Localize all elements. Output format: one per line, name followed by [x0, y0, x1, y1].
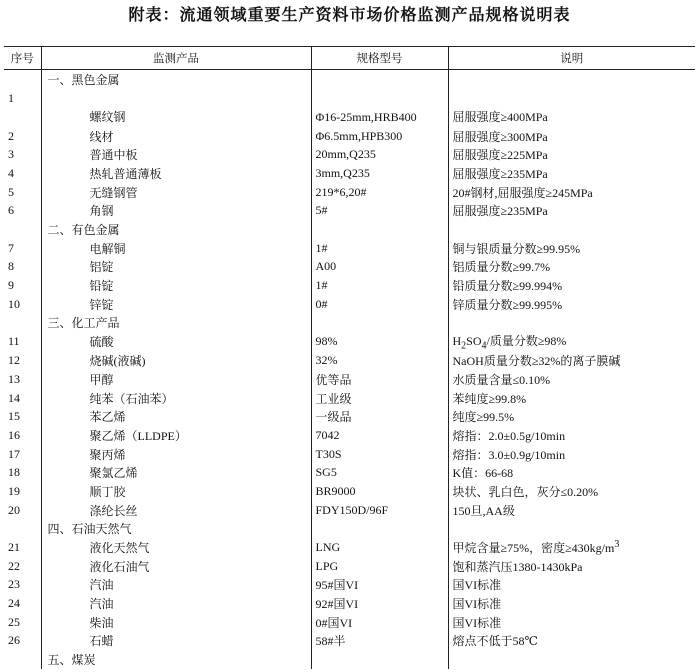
note-value: 纯度≥99.5%	[448, 407, 695, 426]
product-name: 热轧普通薄板	[41, 164, 311, 183]
note-value: 铅质量分数≥99.994%	[448, 276, 695, 295]
page-title: 附表：流通领域重要生产资料市场价格监测产品规格说明表	[128, 7, 571, 24]
product-name: 铅锭	[41, 276, 311, 295]
note-value: 150旦,AA级	[448, 501, 695, 520]
spec-value: 219*6,20#	[311, 183, 448, 202]
table-row	[4, 89, 695, 127]
row-number: 2	[8, 128, 14, 143]
product-name: 线材	[41, 127, 311, 146]
note-value: 饱和蒸汽压1380-1430kPa	[448, 557, 695, 576]
spec-value: 92#国VI	[311, 594, 448, 613]
product-name: 螺纹钢	[41, 89, 311, 127]
category-label: 四、石油天然气	[41, 520, 311, 539]
spec-value: 一级品	[311, 407, 448, 426]
spec-value: BR9000	[311, 482, 448, 501]
note-value: 锌质量分数≥99.995%	[448, 295, 695, 314]
product-name: 石蜡	[41, 632, 311, 651]
row-number: 5	[8, 184, 14, 199]
note-value: 屈服强度≥235MPa	[448, 201, 695, 220]
note-value: 屈服强度≥400MPa	[448, 89, 695, 127]
spec-cell	[311, 520, 448, 539]
row-number: 20	[8, 502, 20, 517]
note-value: 苯纯度≥99.8%	[448, 389, 695, 408]
row-number: 15	[8, 409, 20, 424]
table-row	[4, 482, 695, 501]
note-text: 甲烷含量≥75%，密度≥430kg/m	[452, 541, 615, 555]
spec-value: SG5	[311, 463, 448, 482]
row-number-cell	[4, 220, 41, 239]
table-row	[4, 257, 695, 276]
spec-value: Φ16-25mm,HRB400	[311, 89, 448, 127]
note-text: SO	[466, 334, 482, 349]
table-row	[4, 594, 695, 613]
product-name: 液化天然气	[41, 538, 311, 557]
spec-cell	[311, 650, 448, 669]
table-row	[4, 276, 695, 295]
row-number: 16	[8, 427, 20, 442]
category-row	[4, 313, 695, 332]
product-name: 普通中板	[41, 145, 311, 164]
note-superscript: 3	[614, 539, 620, 550]
spec-cell	[311, 70, 448, 89]
table-row	[4, 145, 695, 164]
spec-table	[4, 46, 695, 669]
row-number: 26	[8, 633, 20, 648]
row-number: 12	[8, 353, 20, 368]
row-number-cell	[4, 650, 41, 669]
spec-value: LPG	[311, 557, 448, 576]
category-label: 五、煤炭	[41, 650, 311, 669]
note-value: 熔点不低于58℃	[448, 632, 695, 651]
note-subscript: 2	[461, 340, 467, 352]
table-row	[4, 239, 695, 258]
table-row	[4, 501, 695, 520]
table-row	[4, 201, 695, 220]
row-number: 3	[8, 147, 14, 162]
note-cell	[448, 70, 695, 89]
row-number: 11	[8, 334, 20, 349]
note-subscript: 4	[481, 340, 487, 352]
product-name: 聚氯乙烯	[41, 463, 311, 482]
product-name: 硫酸	[41, 332, 311, 351]
table-row	[4, 632, 695, 651]
note-value: K值：66-68	[448, 463, 695, 482]
product-name: 铝锭	[41, 257, 311, 276]
product-name: 汽油	[41, 594, 311, 613]
spec-value: 1#	[311, 276, 448, 295]
category-label: 二、有色金属	[41, 220, 311, 239]
row-number: 18	[8, 465, 20, 480]
spec-value: 32%	[311, 351, 448, 370]
header-spec: 规格型号	[311, 47, 448, 70]
product-name: 汽油	[41, 576, 311, 595]
row-number-cell	[4, 313, 41, 332]
table-row	[4, 351, 695, 370]
table-row	[4, 407, 695, 426]
note-value: 熔指：2.0±0.5g/10min	[448, 426, 695, 445]
note-value: 国VI标准	[448, 576, 695, 595]
spec-value: 0#	[311, 295, 448, 314]
table-row	[4, 183, 695, 202]
spec-cell	[311, 220, 448, 239]
note-value: 熔指：3.0±0.9g/10min	[448, 445, 695, 464]
category-row	[4, 520, 695, 539]
table-row	[4, 332, 695, 351]
product-name: 顺丁胶	[41, 482, 311, 501]
note-text: H	[452, 334, 462, 349]
row-number: 19	[8, 483, 20, 498]
note-cell	[448, 520, 695, 539]
product-name: 锌锭	[41, 295, 311, 314]
product-name: 涤纶长丝	[41, 501, 311, 520]
spec-value: 工业级	[311, 389, 448, 408]
row-number: 21	[8, 540, 20, 554]
table-row	[4, 127, 695, 146]
product-name: 纯苯（石油苯）	[41, 389, 311, 408]
spec-value: 20mm,Q235	[311, 145, 448, 164]
category-row	[4, 220, 695, 239]
table-row	[4, 538, 695, 557]
spec-value: 5#	[311, 201, 448, 220]
product-name: 液化石油气	[41, 557, 311, 576]
table-row	[4, 576, 695, 595]
row-number: 10	[8, 296, 20, 311]
note-cell	[448, 650, 695, 669]
table-row	[4, 613, 695, 632]
table-header-row	[4, 47, 695, 70]
product-name: 电解铜	[41, 239, 311, 258]
table-row	[4, 463, 695, 482]
product-name: 无缝钢管	[41, 183, 311, 202]
note-value: NaOH质量分数≥32%的离子膜碱	[448, 351, 695, 370]
table-body	[4, 70, 695, 669]
spec-value: 1#	[311, 239, 448, 258]
header-product: 监测产品	[41, 47, 311, 70]
note-value: 块状、乳白色，灰分≤0.20%	[448, 482, 695, 501]
header-note: 说明	[448, 47, 695, 70]
spec-value: 7042	[311, 426, 448, 445]
table-row	[4, 557, 695, 576]
table-row	[4, 295, 695, 314]
note-value: 水质量含量≤0.10%	[448, 370, 695, 389]
product-name: 聚丙烯	[41, 445, 311, 464]
table-row	[4, 370, 695, 389]
product-name: 聚乙烯（LLDPE）	[41, 426, 311, 445]
note-value	[448, 332, 695, 351]
note-value: 铜与银质量分数≥99.95%	[448, 239, 695, 258]
product-name: 柴油	[41, 613, 311, 632]
product-name: 甲醇	[41, 370, 311, 389]
spec-value: 58#半	[311, 632, 448, 651]
row-number: 25	[8, 614, 20, 629]
table-row	[4, 164, 695, 183]
spec-value: 3mm,Q235	[311, 164, 448, 183]
note-value: 20#钢材,屈服强度≥245MPa	[448, 183, 695, 202]
row-number: 4	[8, 165, 14, 180]
row-number: 13	[8, 371, 20, 386]
note-value: 屈服强度≥300MPa	[448, 127, 695, 146]
spec-value: 优等品	[311, 370, 448, 389]
product-name: 烧碱(液碱)	[41, 351, 311, 370]
category-row	[4, 650, 695, 669]
header-no: 序号	[4, 47, 41, 70]
row-number-cell	[4, 520, 41, 539]
row-number: 17	[8, 446, 20, 461]
note-value	[448, 538, 695, 557]
product-name: 角钢	[41, 201, 311, 220]
note-value: 国VI标准	[448, 613, 695, 632]
product-name: 苯乙烯	[41, 407, 311, 426]
note-value: 屈服强度≥235MPa	[448, 164, 695, 183]
category-label: 一、黑色金属	[41, 70, 311, 89]
spec-value: Φ6.5mm,HPB300	[311, 127, 448, 146]
row-number: 7	[8, 240, 14, 255]
category-row	[4, 70, 695, 89]
row-number: 14	[8, 390, 20, 405]
spec-value: FDY150D/96F	[311, 501, 448, 520]
spec-value: 0#国VI	[311, 613, 448, 632]
row-number: 24	[8, 596, 20, 611]
spec-value: 98%	[311, 332, 448, 351]
table-row	[4, 426, 695, 445]
note-value: 国VI标准	[448, 594, 695, 613]
note-value: 铝质量分数≥99.7%	[448, 257, 695, 276]
note-text: /质量分数≥98%	[486, 334, 567, 349]
note-value: 屈服强度≥225MPa	[448, 145, 695, 164]
category-label: 三、化工产品	[41, 313, 311, 332]
table-row	[4, 445, 695, 464]
spec-cell	[311, 313, 448, 332]
note-cell	[448, 220, 695, 239]
row-number: 6	[8, 203, 14, 218]
table-row	[4, 389, 695, 408]
row-number-cell	[4, 70, 41, 89]
spec-value: A00	[311, 257, 448, 276]
row-number: 22	[8, 558, 20, 573]
row-number: 8	[8, 259, 14, 274]
note-cell	[448, 313, 695, 332]
row-number: 1	[8, 90, 14, 105]
spec-value: 95#国VI	[311, 576, 448, 595]
spec-value: T30S	[311, 445, 448, 464]
row-number: 9	[8, 277, 14, 292]
spec-value: LNG	[311, 538, 448, 557]
row-number: 23	[8, 577, 20, 592]
